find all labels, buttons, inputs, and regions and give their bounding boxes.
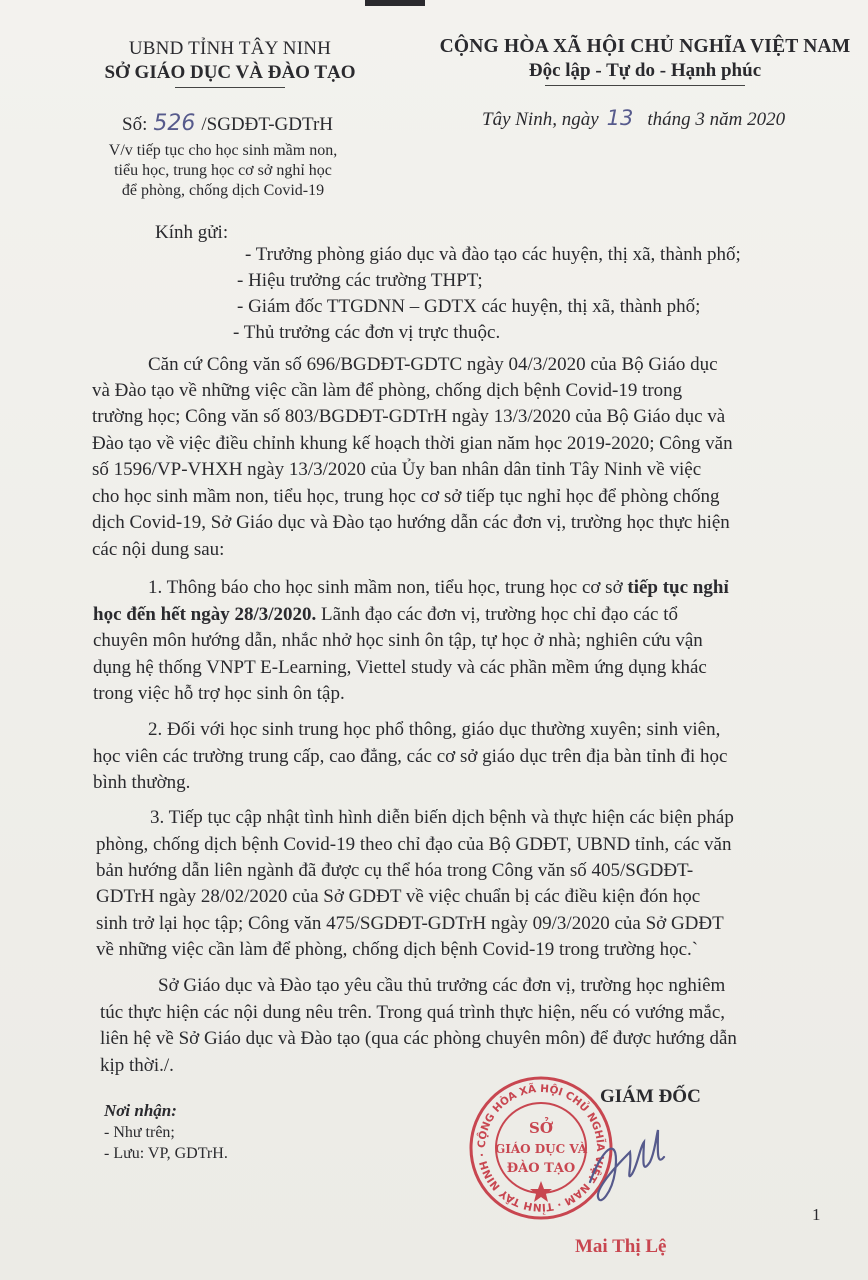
country-name: CỘNG HÒA XÃ HỘI CHỦ NGHĨA VIỆT NAM	[439, 36, 851, 57]
item1-line	[93, 602, 678, 629]
motto: Độc lập - Tự do - Hạnh phúc	[528, 60, 762, 81]
date-month-year: tháng 3 năm 2020	[647, 109, 786, 130]
item1-text: 1. Thông báo cho học sinh mầm non, tiểu học, trung học cơ sở	[148, 577, 628, 598]
item1-emphasis: học đến hết ngày 28/3/2020.	[93, 604, 317, 625]
issuer-department: SỞ GIÁO DỤC VÀ ĐÀO TẠO	[104, 62, 356, 83]
signer-name: Mai Thị Lệ	[575, 1236, 667, 1257]
recipients-footer-item: - Như trên;	[104, 1124, 175, 1141]
date-day-handwritten: 13	[606, 106, 634, 130]
item2-line: 2. Đối với học sinh trung học phổ thông, giáo dục thường xuyên; sinh viên,	[148, 719, 721, 740]
body-line: cho học sinh mầm non, tiểu học, trung học cơ sở tiếp tục nghỉ học để phòng chống	[92, 486, 720, 507]
body-line: Đào tạo về việc điều chỉnh khung kế hoạch thời gian năm học 2019-2020; Công văn	[92, 433, 733, 454]
recipient-item: - Giám đốc TTGDNN – GDTX các huyện, thị xã, thành phố;	[237, 296, 701, 317]
item3-line: bản hướng dẫn liên ngành đã được cụ thể hóa trong Công văn số 405/SGDĐT-	[96, 860, 694, 881]
item3-line: phòng, chống dịch bệnh Covid-19 theo chỉ đạo của Bộ GDĐT, UBND tỉnh, các văn	[96, 834, 732, 855]
item1-emphasis: tiếp tục nghỉ	[627, 577, 729, 598]
greeting: Kính gửi:	[155, 222, 229, 243]
issuer-block	[95, 38, 365, 88]
seal-inner-line: SỞ	[529, 1119, 553, 1137]
item1-line: trong việc hỗ trợ học sinh ôn tập.	[93, 683, 345, 704]
seal-inner-line: ĐÀO TẠO	[506, 1161, 576, 1176]
seal-inner-line: GIÁO DỤC VÀ	[494, 1142, 588, 1156]
item3-line: về những việc cần làm để phòng, chống dịch bệnh Covid-19 trong trường học.`	[96, 939, 699, 960]
body-line: dịch Covid-19, Sở Giáo dục và Đào tạo hướng dẫn các đơn vị, trường học thực hiện	[92, 512, 730, 533]
motto-underline	[545, 85, 745, 86]
seal-star-icon	[530, 1181, 552, 1202]
item3-line: sinh trở lại học tập; Công văn 475/SGDĐT-GDTrH ngày 09/3/2020 của Sở GDĐT	[96, 913, 724, 934]
closing-line: liên hệ về Sở Giáo dục và Đào tạo (qua các phòng chuyên môn) để được hướng dẫn	[100, 1028, 737, 1049]
item1-line: chuyên môn hướng dẫn, nhắc nhở học sinh ôn tập, tự học ở nhà; nghiên cứu vận	[93, 630, 703, 651]
recipient-item: - Thủ trưởng các đơn vị trực thuộc.	[233, 322, 501, 343]
recipient-item: - Trưởng phòng giáo dục và đào tạo các huyện, thị xã, thành phố;	[245, 244, 741, 265]
item1-line	[148, 575, 729, 602]
item3-line: 3. Tiếp tục cập nhật tình hình diễn biến dịch bệnh và thực hiện các biện pháp	[150, 807, 734, 828]
issuer-province: UBND TỈNH TÂY NINH	[128, 38, 332, 59]
subject-line: để phòng, chống dịch Covid-19	[121, 182, 325, 199]
subject-line: V/v tiếp tục cho học sinh mầm non,	[108, 142, 338, 159]
date-place: Tây Ninh, ngày	[482, 109, 599, 130]
body-line: trường học; Công văn số 803/BGDĐT-GDTrH ngày 13/3/2020 của Bộ Giáo dục và	[92, 406, 726, 427]
handwritten-signature	[560, 1112, 670, 1222]
doc-number-suffix: /SGDĐT-GDTrH	[201, 114, 333, 135]
body-line: Căn cứ Công văn số 696/BGDĐT-GDTC ngày 04/3/2020 của Bộ Giáo dục	[148, 354, 718, 375]
body-line: và Đào tạo về những việc cần làm để phòng, chống dịch bệnh Covid-19 trong	[92, 380, 683, 401]
signature-stroke	[590, 1130, 664, 1200]
item3-line: GDTrH ngày 28/02/2020 của Sở GDĐT về việc chuẩn bị các điều kiện đón học	[96, 886, 701, 907]
recipients-footer-title: Nơi nhận:	[104, 1101, 177, 1120]
page-number: 1	[812, 1205, 821, 1224]
seal-ring-text: CỘNG HÒA XÃ HỘI CHỦ NGHĨA VIỆT NAM · TỈNH TÂY NINH ·	[475, 1082, 607, 1214]
doc-number-handwritten: 526	[153, 111, 196, 136]
body-line: số 1596/VP-VHXH ngày 13/3/2020 của Ủy ban nhân dân tỉnh Tây Ninh về việc	[92, 459, 702, 480]
recipients-footer-item: - Lưu: VP, GDTrH.	[104, 1145, 228, 1162]
top-edge-mark	[365, 0, 425, 6]
issuer-underline	[175, 87, 285, 88]
subject-block	[88, 141, 358, 201]
item1-text: Lãnh đạo các đơn vị, trường học chỉ đạo các tổ	[316, 604, 678, 625]
closing-line: túc thực hiện các nội dung nêu trên. Trong quá trình thực hiện, nếu có vướng mắc,	[100, 1002, 726, 1023]
national-motto-block	[415, 36, 868, 86]
doc-number-prefix: Số:	[122, 114, 148, 135]
signer-title: GIÁM ĐỐC	[600, 1086, 701, 1107]
date-line	[482, 106, 785, 131]
recipient-item: - Hiệu trưởng các trường THPT;	[237, 270, 483, 291]
body-line: các nội dung sau:	[92, 539, 225, 560]
closing-line: kịp thời./.	[100, 1055, 174, 1076]
closing-line: Sở Giáo dục và Đào tạo yêu cầu thủ trưởng các đơn vị, trường học nghiêm	[158, 975, 726, 996]
subject-line: tiểu học, trung học cơ sở nghỉ học	[114, 162, 332, 179]
item2-line: học viên các trường trung cấp, cao đẳng, các cơ sở giáo dục trên địa bàn tỉnh đi học	[93, 746, 728, 767]
item2-line: bình thường.	[93, 772, 191, 793]
item1-line: dụng hệ thống VNPT E-Learning, Viettel study và các phần mềm ứng dụng khác	[93, 657, 707, 678]
document-number	[122, 111, 333, 136]
